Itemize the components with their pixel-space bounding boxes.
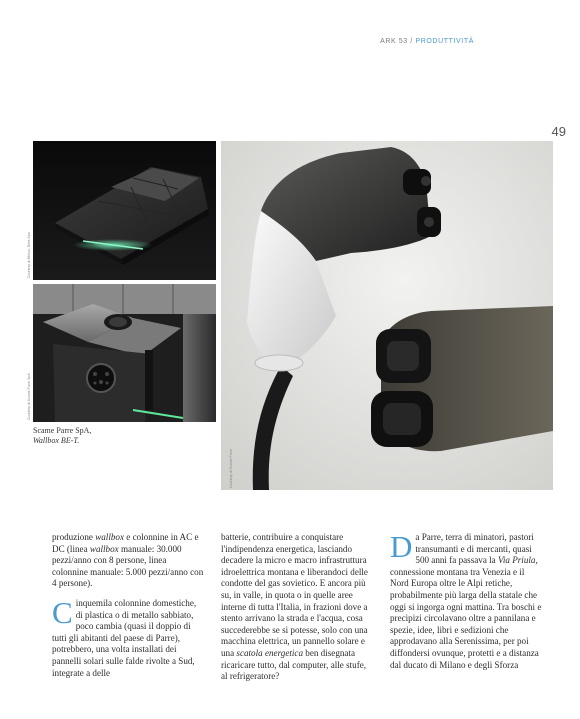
photo-credit-socket: Courtesy di Scame Parre SpA bbox=[27, 373, 31, 420]
photo-wallbox-socket bbox=[33, 284, 216, 422]
socket-illustration bbox=[33, 284, 216, 422]
text-column-3 bbox=[390, 529, 542, 671]
col1-emphasis: wallbox bbox=[95, 532, 124, 542]
col2-paragraph bbox=[221, 532, 373, 683]
caption-line-1: Scame Parre SpA, bbox=[33, 426, 92, 435]
col1-paragraph-2 bbox=[52, 594, 204, 679]
col1-emphasis: wallbox bbox=[89, 543, 119, 554]
plugs-illustration bbox=[221, 141, 553, 490]
page-number: 49 bbox=[551, 124, 566, 139]
photo-credit-plugs: Courtesy di Scame Parre bbox=[229, 448, 233, 488]
col3-emphasis: Via Priula bbox=[497, 555, 536, 566]
col1-text: inquemila colonnine domestiche, di plastica o di metallo sabbiato, poco cambia (quasi il doppio di tutti gli abitanti del paese di Parre), potrebbero, una volta installati dei pannelli solari sulle falde rivolte a Sud, integrate a delle bbox=[52, 597, 197, 678]
col1-text: produzione bbox=[52, 532, 96, 542]
col2-text: ben disegnata ricaricare tutto, dal computer, alle stufe, al refrigeratore? bbox=[221, 647, 367, 682]
col2-emphasis: scatola energetica bbox=[236, 647, 303, 658]
section-name: PRODUTTIVITÀ bbox=[415, 38, 474, 45]
magazine-name: ARK 53 bbox=[380, 38, 408, 45]
photo-charging-plugs bbox=[221, 141, 553, 490]
dropcap-c: C bbox=[52, 594, 73, 630]
col3-paragraph bbox=[390, 529, 542, 671]
photo-wallbox-top bbox=[33, 141, 216, 280]
text-column-2 bbox=[221, 532, 373, 683]
photo-caption bbox=[33, 426, 91, 446]
header-separator: / bbox=[407, 38, 416, 45]
col3-text: a Parre, terra di minatori, pastori transumanti e di mercanti, quasi 500 anni fa passava la bbox=[415, 532, 534, 566]
col3-text: , connessione montana tra Venezia e il Nord Europa oltre le Alpi retiche, probabilmente più larga della statale che oggi si ingorga ogni mattina. Tra boschi e precipizi circolavano oltre a pannilana e spezie, idee, libri e sedizioni che approdavano alla Serenissima, per poi diffondersi ovunque, protetti e a distanza dal ducato di Milano e degli Sforza bbox=[390, 555, 542, 670]
text-column-1 bbox=[52, 532, 204, 679]
running-header bbox=[380, 38, 474, 45]
col2-text: batterie, contribuire a conquistare l'indipendenza energetica, lasciando decadere la micro e macro infrastruttura idroelettrica montana e liberandoci delle condotte del gas sovietico. E ancora più su, in valle, in quota o in quelle aree interne di tutta l'Italia, in frazioni dove a stento arrivano la strada e l'acqua, cosa succederebbe se si potesse, solo con una macchina elettrica, un pannello solare e una bbox=[221, 532, 368, 658]
col1-paragraph-1 bbox=[52, 532, 204, 590]
col1-text: e colonnine in AC e DC (linea bbox=[52, 532, 199, 554]
photo-credit-top: Courtesy di Bticino, Beet-Spa bbox=[27, 232, 31, 278]
wallbox-top-illustration bbox=[33, 141, 216, 280]
caption-line-2: Wallbox BE-T. bbox=[33, 436, 80, 445]
col1-text: manuale: 30.000 pezzi/anno con 8 persone, linea colonnine manuale: 5.000 pezzi/anno con 4 persone). bbox=[52, 543, 204, 589]
dropcap-d: D bbox=[390, 529, 413, 564]
